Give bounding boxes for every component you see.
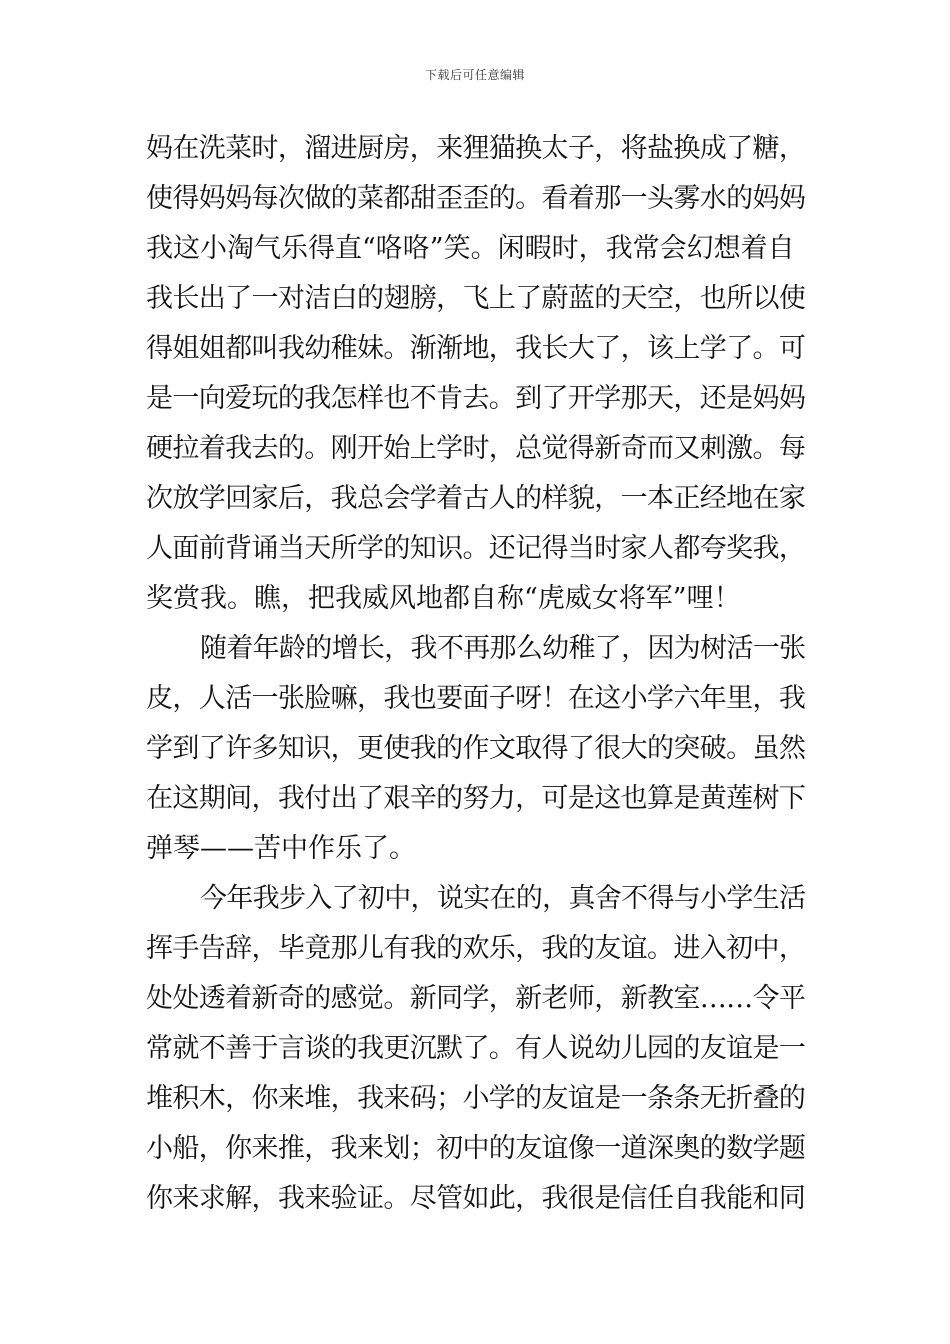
text-line: 次放学回家后，我总会学着古人的样貌，一本正经地在家 [146, 483, 806, 514]
text-line: 我这小淘气乐得直“咯咯”笑。闲暇时，我常会幻想着自 [146, 233, 795, 264]
text-line: 堆积木，你来堆，我来码；小学的友谊是一条条无折叠的 [146, 1083, 806, 1114]
text-line: 你来求解，我来验证。尽管如此，我很是信任自我能和同 [146, 1183, 806, 1214]
text-line: 我长出了一对洁白的翅膀，飞上了蔚蓝的天空，也所以使 [146, 283, 806, 314]
text-line: 使得妈妈每次做的菜都甜歪歪的。看着那一头雾水的妈妈 [146, 183, 806, 214]
text-line: 弹琴——苦中作乐了。 [146, 833, 416, 864]
document-body [146, 124, 806, 1224]
text-line: 随着年龄的增长，我不再那么幼稚了，因为树活一张 [200, 633, 806, 664]
text-line: 皮，人活一张脸嘛，我也要面子呀！在这小学六年里，我 [146, 683, 806, 714]
text-line: 人面前背诵当天所学的知识。还记得当时家人都夸奖我， [146, 533, 806, 564]
text-line: 奖赏我。瞧，把我威风地都自称“虎威女将军”哩！ [146, 583, 741, 614]
text-line: 处处透着新奇的感觉。新同学，新老师，新教室……令平 [146, 983, 806, 1014]
text-line: 得姐姐都叫我幼稚妹。渐渐地，我长大了，该上学了。可 [146, 333, 806, 364]
header-note: 下载后可任意编辑 [424, 68, 525, 82]
text-line: 学到了许多知识，更使我的作文取得了很大的突破。虽然 [146, 733, 806, 764]
text-line: 挥手告辞，毕竟那儿有我的欢乐，我的友谊。进入初中， [146, 933, 806, 964]
text-line: 是一向爱玩的我怎样也不肯去。到了开学那天，还是妈妈 [146, 383, 806, 414]
text-line: 小船，你来推，我来划；初中的友谊像一道深奥的数学题 [146, 1133, 806, 1164]
text-line: 常就不善于言谈的我更沉默了。有人说幼儿园的友谊是一 [146, 1033, 806, 1064]
text-line: 硬拉着我去的。刚开始上学时，总觉得新奇而又刺激。每 [146, 433, 806, 464]
text-line: 在这期间，我付出了艰辛的努力，可是这也算是黄莲树下 [146, 783, 806, 814]
text-line: 妈在洗菜时，溜进厨房，来狸猫换太子，将盐换成了糖， [146, 133, 806, 164]
text-line: 今年我步入了初中，说实在的，真舍不得与小学生活 [200, 883, 806, 914]
